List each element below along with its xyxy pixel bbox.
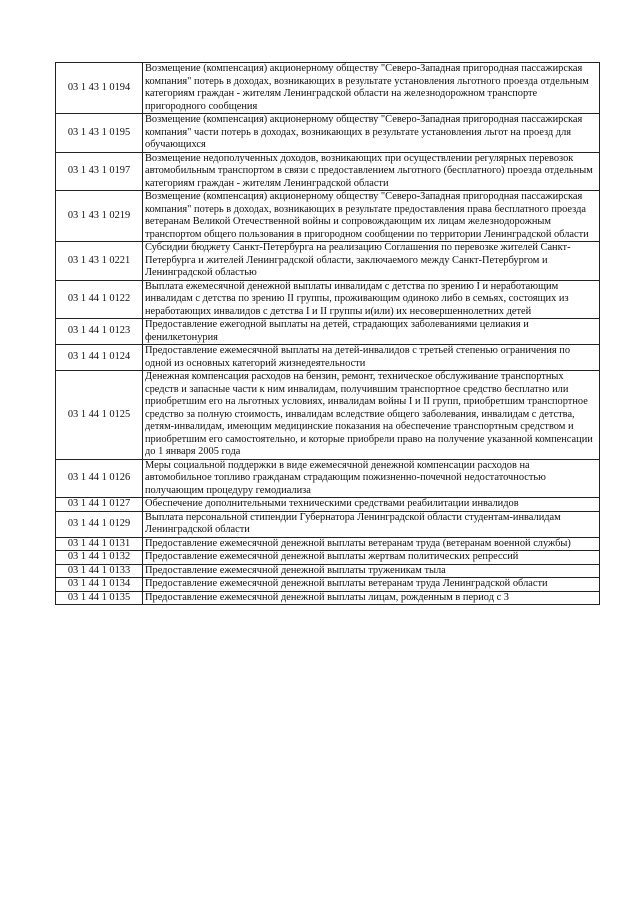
- row-description: Возмещение (компенсация) акционерному обществу "Северо-Западная пригородная пассажирская компания" потерь в доходах, возникающих в результате предоставления права бесплатного проезда ветеранам Великой Отечественной войны и сопровождающим их лицам железнодорожным транспортом общего пользования в пригородном сообщении по территории Ленинградской области: [143, 191, 600, 242]
- table-row: [56, 63, 600, 114]
- table-body: [56, 63, 600, 605]
- row-code: 03 1 44 1 0133: [56, 564, 143, 578]
- table-row: [56, 537, 600, 551]
- table-row: [56, 191, 600, 242]
- row-code: 03 1 44 1 0122: [56, 280, 143, 319]
- row-code: 03 1 43 1 0221: [56, 242, 143, 281]
- row-description: Обеспечение дополнительными техническими средствами реабилитации инвалидов: [143, 498, 600, 512]
- row-code: 03 1 44 1 0125: [56, 371, 143, 460]
- table-row: [56, 459, 600, 498]
- row-code: 03 1 44 1 0129: [56, 511, 143, 537]
- row-description: Возмещение (компенсация) акционерному обществу "Северо-Западная пригородная пассажирская компания" части потерь в доходах, возникающих в результате установления льгот на проезд для обучающихся: [143, 114, 600, 153]
- row-code: 03 1 44 1 0123: [56, 319, 143, 345]
- row-code: 03 1 43 1 0195: [56, 114, 143, 153]
- table-row: [56, 551, 600, 565]
- table-row: [56, 319, 600, 345]
- row-code: 03 1 44 1 0131: [56, 537, 143, 551]
- row-code: 03 1 44 1 0126: [56, 459, 143, 498]
- row-description: Возмещение (компенсация) акционерному обществу "Северо-Западная пригородная пассажирская компания" потерь в доходах, возникающих в результате установления льготного проезда отдельным категориям граждан - жителям Ленинградской области на железнодорожном транспорте пригородного сообщения: [143, 63, 600, 114]
- row-description: Меры социальной поддержки в виде ежемесячной денежной компенсации расходов на автомобильное топливо гражданам страдающим пожизненно-почечной недостаточностью получающим процедуру гемодиализа: [143, 459, 600, 498]
- row-description: Предоставление ежегодной выплаты на детей, страдающих заболеваниями целиакия и фенилкетонурия: [143, 319, 600, 345]
- row-code: 03 1 43 1 0197: [56, 152, 143, 191]
- row-description: Предоставление ежемесячной денежной выплаты ветеранам труда Ленинградской области: [143, 578, 600, 592]
- row-code: 03 1 44 1 0124: [56, 345, 143, 371]
- row-code: 03 1 44 1 0127: [56, 498, 143, 512]
- row-description: Предоставление ежемесячной выплаты на детей-инвалидов с третьей степенью ограничения по одной из основных категорий жизнедеятельности: [143, 345, 600, 371]
- row-code: 03 1 43 1 0194: [56, 63, 143, 114]
- table-row: [56, 345, 600, 371]
- table-row: [56, 280, 600, 319]
- table-row: [56, 152, 600, 191]
- row-code: 03 1 44 1 0134: [56, 578, 143, 592]
- row-description: Денежная компенсация расходов на бензин, ремонт, техническое обслуживание транспортных средств и запасные части к ним инвалидам, получившим транспортное средство бесплатно или приобретшим его на льготных условиях, инвалидам войны I и II групп, приобретшим транспортное средство за полную стоимость, инвалидам вследствие общего заболевания, инвалидам с детства, детям-инвалидам, имеющим медицинские показания на обеспечение транспортным средством и приобретшим его самостоятельно, и которые приобрели право на получение указанной компенсации до 1 января 2005 года: [143, 371, 600, 460]
- table-row: [56, 371, 600, 460]
- row-description: Субсидии бюджету Санкт-Петербурга на реализацию Соглашения по перевозке жителей Санкт-Петербурга и жителей Ленинградской области, заключаемого между Санкт-Петербургом и Ленинградской областью: [143, 242, 600, 281]
- table-row: [56, 242, 600, 281]
- row-description: Предоставление ежемесячной денежной выплаты ветеранам труда (ветеранам военной службы): [143, 537, 600, 551]
- budget-codes-table: [55, 62, 600, 605]
- table-row: [56, 578, 600, 592]
- table-row: [56, 591, 600, 605]
- row-code: 03 1 44 1 0132: [56, 551, 143, 565]
- row-description: Предоставление ежемесячной денежной выплаты жертвам политических репрессий: [143, 551, 600, 565]
- row-description: Выплата персональной стипендии Губернатора Ленинградской области студентам-инвалидам Ленинградской области: [143, 511, 600, 537]
- row-description: Предоставление ежемесячной денежной выплаты труженикам тыла: [143, 564, 600, 578]
- row-code: 03 1 44 1 0135: [56, 591, 143, 605]
- row-code: 03 1 43 1 0219: [56, 191, 143, 242]
- table-row: [56, 511, 600, 537]
- row-description: Выплата ежемесячной денежной выплаты инвалидам с детства по зрению I и неработающим инвалидам с детства по зрению II группы, проживающим одиноко либо в семьях, состоящих из неработающих инвалидов с детства I и II группы и(или) их несовершеннолетних детей: [143, 280, 600, 319]
- row-description: Возмещение недополученных доходов, возникающих при осуществлении регулярных перевозок автомобильным транспортом в связи с предоставлением льготного (бесплатного) проезда отдельным категориям граждан - жителям Ленинградской области: [143, 152, 600, 191]
- row-description: Предоставление ежемесячной денежной выплаты лицам, рожденным в период с 3: [143, 591, 600, 605]
- table-row: [56, 114, 600, 153]
- table-row: [56, 564, 600, 578]
- table-row: [56, 498, 600, 512]
